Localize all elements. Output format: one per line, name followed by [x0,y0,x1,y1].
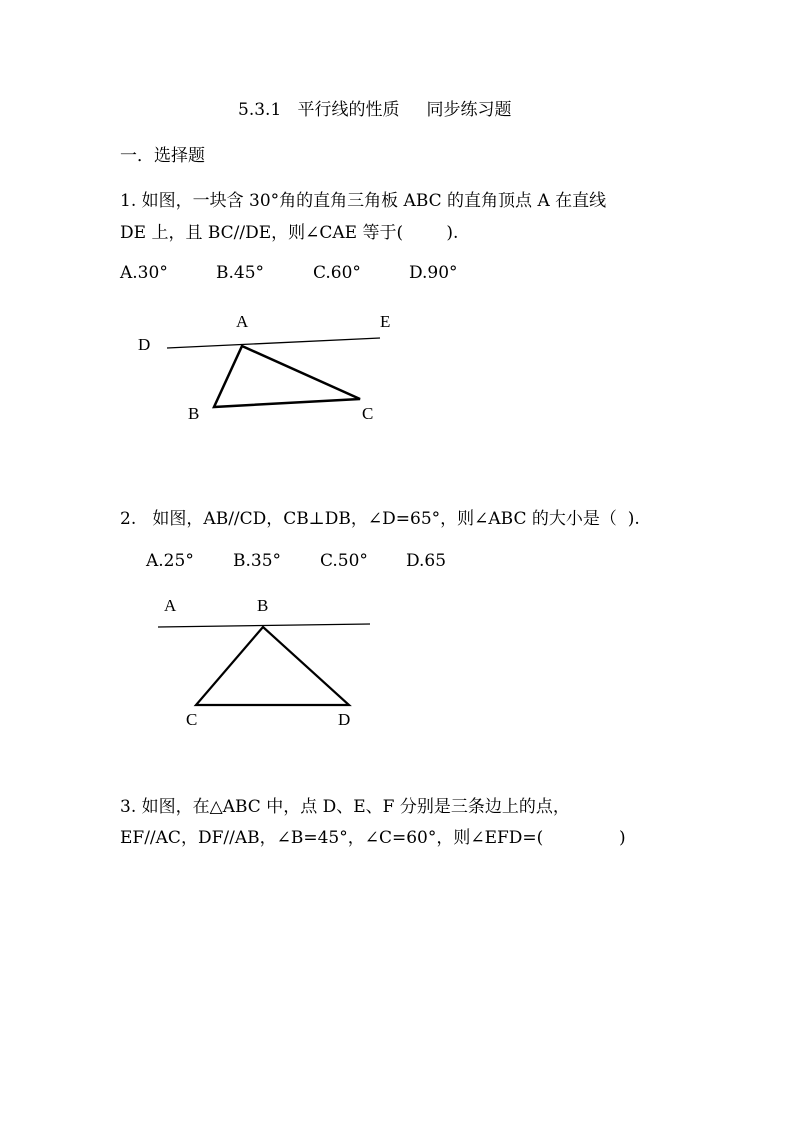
q1-line2: DE 上，且 BC//DE，则∠CAE 等于( ). [120,223,459,243]
q1-option-c: C.60° [313,263,361,283]
q1-label-c: C [362,404,374,423]
q1-option-a: A.30° [120,263,168,283]
q3-line1: 3. 如图，在△ABC 中，点 D、E、F 分别是三条边上的点， [120,797,570,817]
q2-option-a: A.25° [146,551,194,571]
q2-option-c: C.50° [320,551,368,571]
page-title: 5.3.1 平行线的性质 同步练习题 [238,100,512,120]
q2-label-a: A [164,596,177,615]
q2-label-c: C [186,710,198,729]
q2-option-b: B.35° [233,551,282,571]
q1-label-b: B [188,404,200,423]
q1-line1: 1. 如图，一块含 30°角的直角三角板 ABC 的直角顶点 A 在直线 [120,191,607,211]
q3-line2: EF//AC，DF//AB，∠B=45°，∠C=60°，则∠EFD=( ) [120,828,626,848]
q1-option-d: D.90° [409,263,458,283]
q2-line1: 2. 如图，AB//CD，CB⊥DB，∠D=65°，则∠ABC 的大小是（ ). [120,509,640,529]
q1-option-b: B.45° [216,263,265,283]
q1-label-d: D [138,335,151,354]
section-heading: 一．选择题 [120,146,205,166]
q1-label-a: A [236,312,249,331]
q2-triangle-bcd [196,627,349,705]
q2-label-d: D [338,710,351,729]
q2-option-d: D.65 [406,551,447,571]
q2-label-b: B [257,596,269,615]
q1-label-e: E [380,312,391,331]
